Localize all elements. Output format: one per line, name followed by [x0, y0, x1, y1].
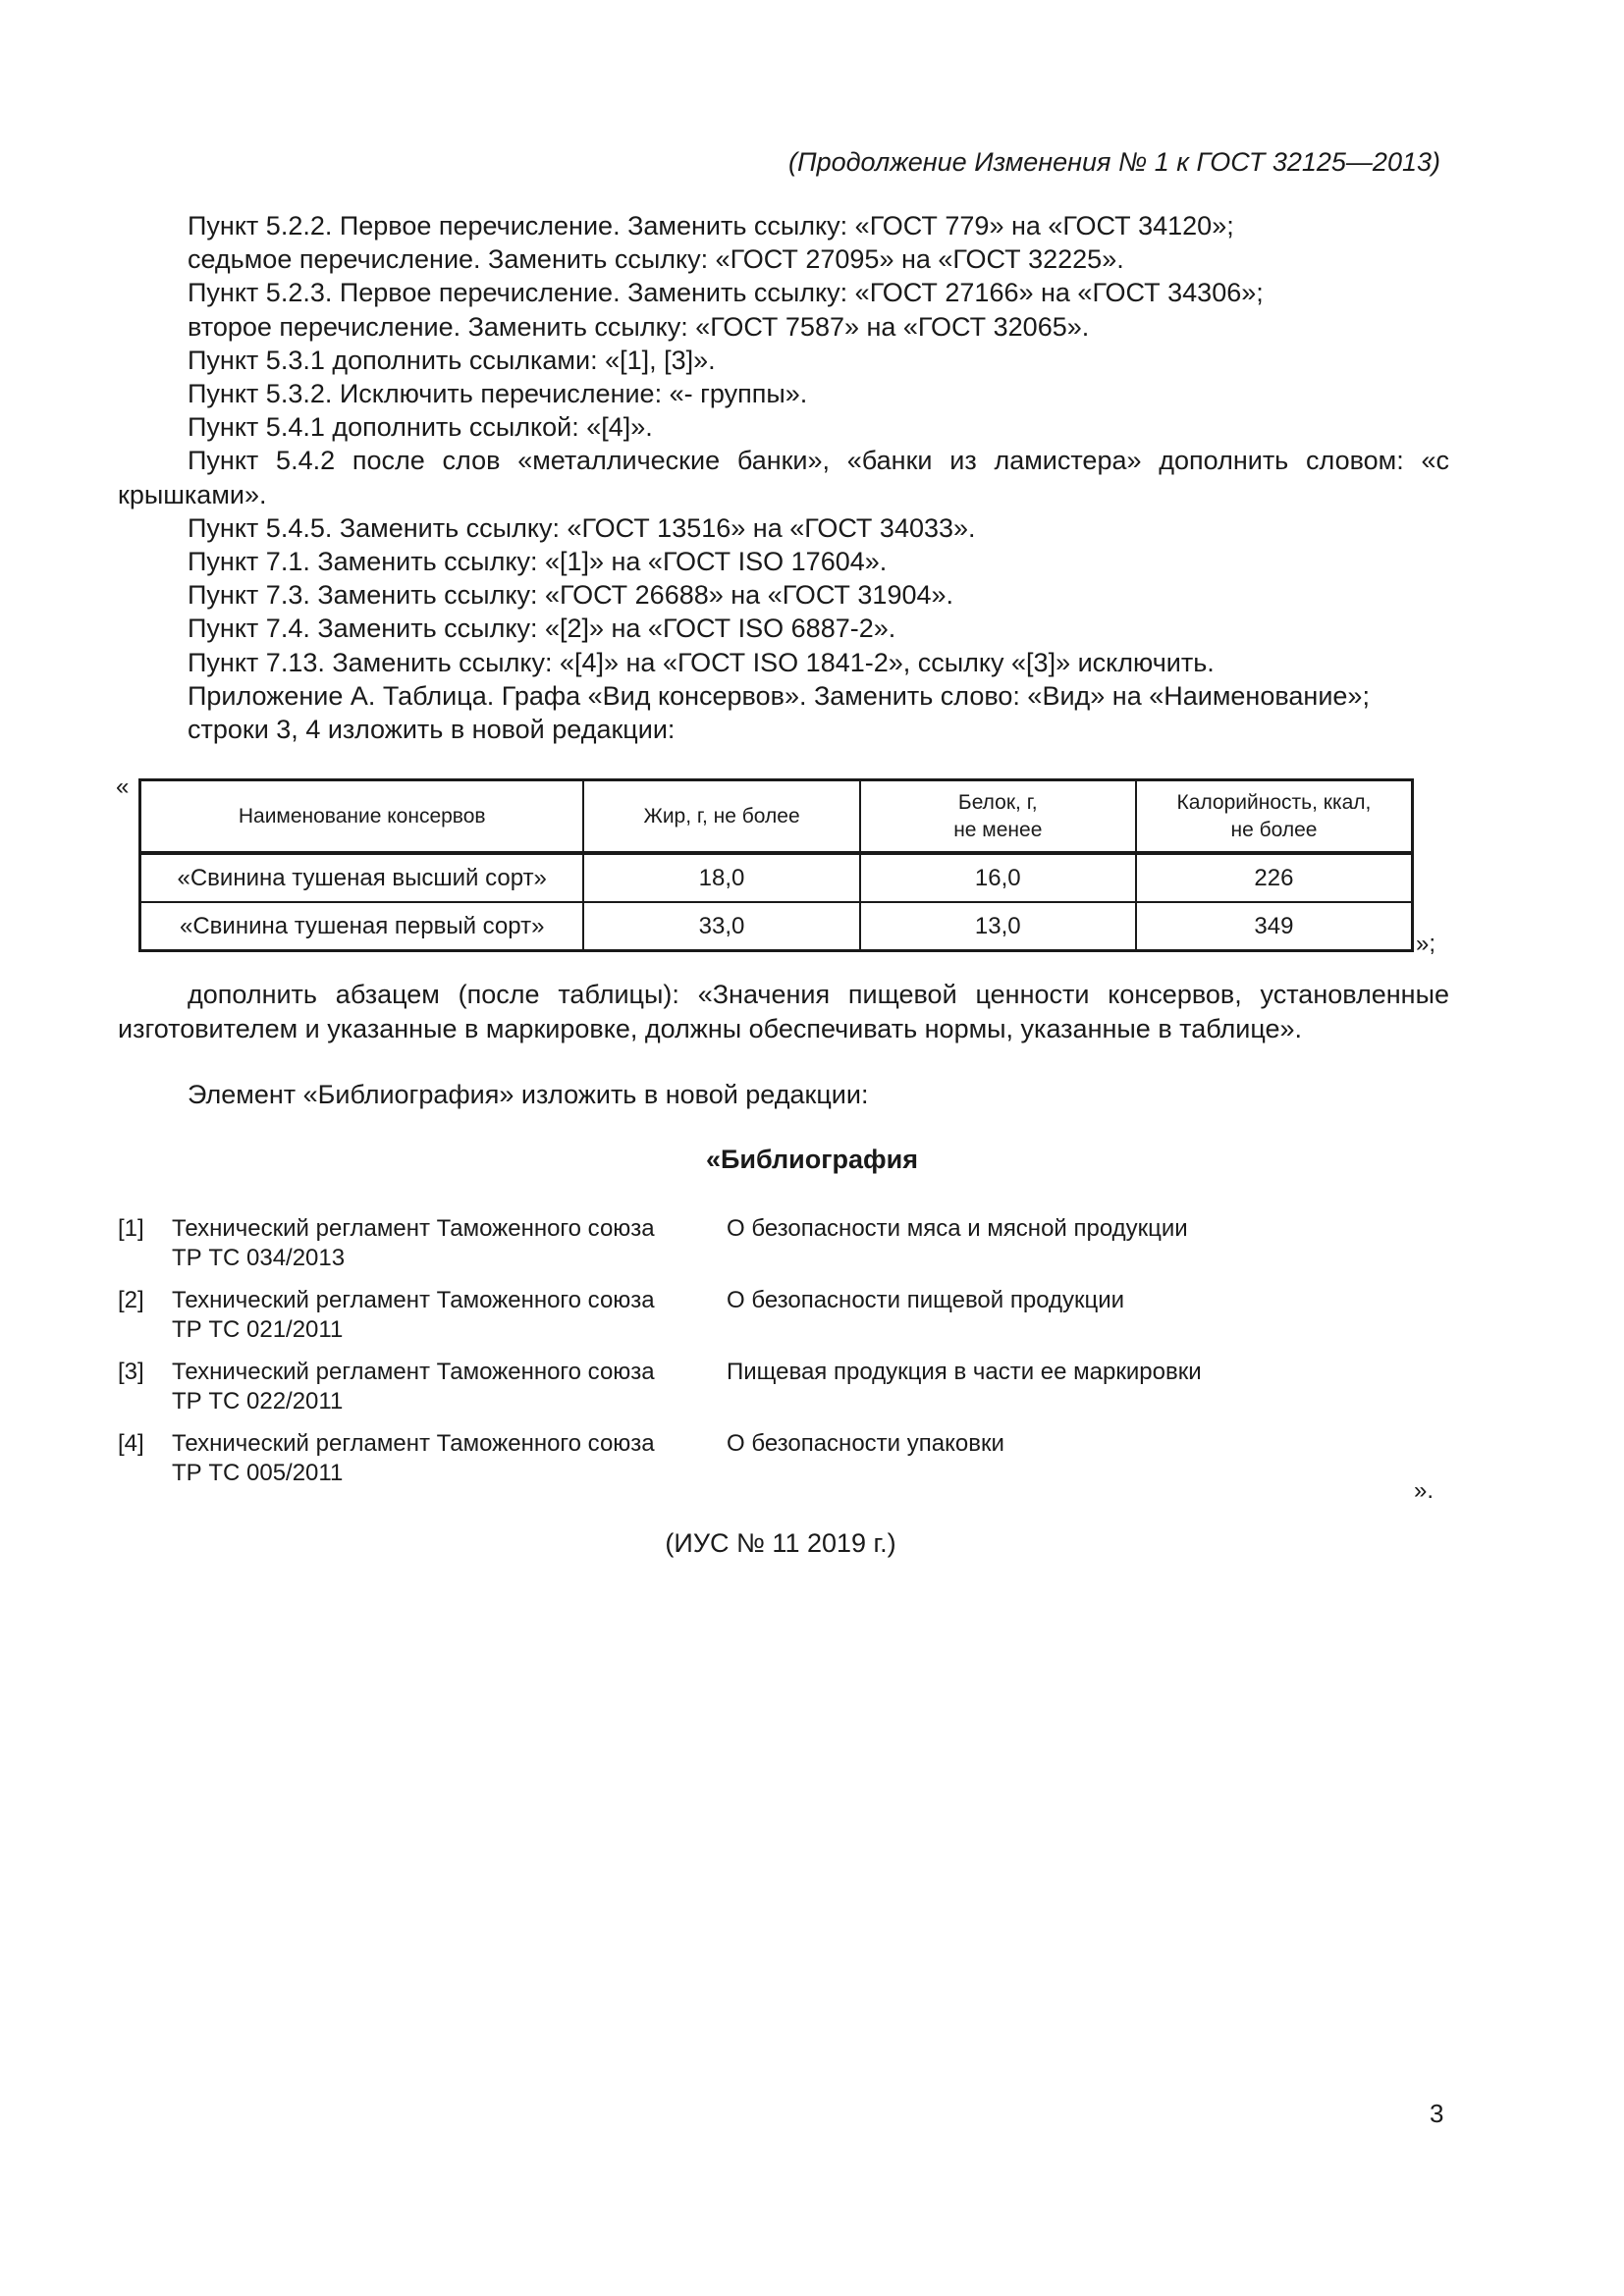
bibliography-item [118, 1286, 1434, 1358]
document-line: Технический регламент Таможенного союза [172, 1287, 655, 1313]
paragraph: Пункт 5.4.2 после слов «металлические банки», «банки из ламистера» дополнить словом: «с крышками». [118, 446, 1449, 509]
document-code: ТР ТС 022/2011 [172, 1388, 344, 1415]
table-open-quote: « [116, 774, 130, 800]
bibliography-item [118, 1358, 1434, 1429]
bibliography-item [118, 1214, 1434, 1286]
table-cell: «Свинина тушеная первый сорт» [140, 902, 584, 951]
after-table-text [118, 978, 1449, 1046]
running-title: (Продолжение Изменения № 1 к ГОСТ 32125—2013) [788, 147, 1440, 177]
table-close-quote: »; [1416, 931, 1436, 957]
bibliography-heading: «Библиография [706, 1145, 918, 1174]
document-line: Технический регламент Таможенного союза [172, 1359, 655, 1385]
document-code: ТР ТС 005/2011 [172, 1460, 344, 1486]
table-cell: 13,0 [860, 902, 1136, 951]
column-header: Белок, г, не менее [860, 780, 1136, 854]
bibliography-title: О безопасности мяса и мясной продукции [727, 1215, 1188, 1242]
paragraph: Пункт 7.1. Заменить ссылку: «[1]» на «ГОСТ ISO 17604». [188, 547, 888, 577]
paragraph: седьмое перечисление. Заменить ссылку: «ГОСТ 27095» на «ГОСТ 32225». [188, 244, 1124, 275]
bibliography-title: О безопасности пищевой продукции [727, 1287, 1125, 1313]
document-line: Технический регламент Таможенного союза [172, 1215, 655, 1242]
page-number: 3 [1430, 2099, 1444, 2128]
table-row [140, 853, 1413, 902]
bibliography-document [172, 1429, 800, 1488]
bibliography-intro: Элемент «Библиография» изложить в новой редакции: [188, 1080, 869, 1109]
amendment-text [118, 209, 1449, 746]
paragraph: Пункт 7.13. Заменить ссылку: «[4]» на «ГОСТ ISO 1841-2», ссылку «[3]» исключить. [188, 647, 1215, 677]
paragraph: дополнить абзацем (после таблицы): «Значения пищевой ценности консервов, установленные изготовителем и указанные в маркировке, должны обеспечивать нормы, указанные в таблице». [118, 980, 1449, 1043]
document-line: Технический регламент Таможенного союза [172, 1430, 655, 1457]
paragraph: Пункт 7.3. Заменить ссылку: «ГОСТ 26688» на «ГОСТ 31904». [188, 580, 954, 611]
paragraph: Пункт 5.4.5. Заменить ссылку: «ГОСТ 13516» на «ГОСТ 34033». [188, 512, 976, 543]
table-cell: 33,0 [583, 902, 859, 951]
paragraph: Пункт 5.4.1 дополнить ссылкой: «[4]». [188, 412, 653, 443]
ius-reference: (ИУС № 11 2019 г.) [665, 1528, 896, 1558]
column-header: Жир, г, не более [583, 780, 859, 854]
bibliography-number: [3] [118, 1359, 144, 1385]
paragraph: Пункт 5.2.2. Первое перечисление. Заменить ссылку: «ГОСТ 779» на «ГОСТ 34120»; [188, 211, 1234, 240]
paragraph: Пункт 5.3.2. Исключить перечисление: «- группы». [188, 379, 808, 409]
bibliography-number: [1] [118, 1215, 144, 1242]
bibliography-list [118, 1214, 1434, 1501]
paragraph: Приложение А. Таблица. Графа «Вид консервов». Заменить слово: «Вид» на «Наименование»; [188, 680, 1370, 711]
bibliography-number: [2] [118, 1287, 144, 1313]
bibliography-item [118, 1429, 1434, 1501]
table-cell: 226 [1136, 853, 1413, 902]
paragraph: второе перечисление. Заменить ссылку: «ГОСТ 7587» на «ГОСТ 32065». [188, 311, 1090, 342]
paragraph: Пункт 5.2.3. Первое перечисление. Заменить ссылку: «ГОСТ 27166» на «ГОСТ 34306»; [188, 278, 1264, 308]
paragraph: Пункт 5.3.1 дополнить ссылками: «[1], [3]». [188, 345, 716, 375]
document-code: ТР ТС 021/2011 [172, 1316, 344, 1343]
table-cell: 16,0 [860, 853, 1136, 902]
table-header-row [140, 780, 1413, 854]
paragraph: Пункт 7.4. Заменить ссылку: «[2]» на «ГОСТ ISO 6887-2». [188, 614, 896, 644]
table-cell: «Свинина тушеная высший сорт» [140, 853, 584, 902]
bibliography-title: Пищевая продукция в части ее маркировки [727, 1359, 1202, 1385]
bibliography-document [172, 1358, 800, 1416]
bibliography-number: [4] [118, 1430, 144, 1457]
nutrition-table [138, 778, 1414, 952]
bibliography-document [172, 1214, 800, 1273]
column-header: Калорийность, ккал, не более [1136, 780, 1413, 854]
table-cell: 18,0 [583, 853, 859, 902]
table-row [140, 902, 1413, 951]
bibliography-document [172, 1286, 800, 1345]
bibliography-close-quote: ». [1414, 1477, 1435, 1504]
paragraph: строки 3, 4 изложить в новой редакции: [188, 715, 676, 745]
column-header: Наименование консервов [140, 780, 584, 854]
table-cell: 349 [1136, 902, 1413, 951]
bibliography-title: О безопасности упаковки [727, 1430, 1004, 1457]
document-code: ТР ТС 034/2013 [172, 1245, 346, 1271]
